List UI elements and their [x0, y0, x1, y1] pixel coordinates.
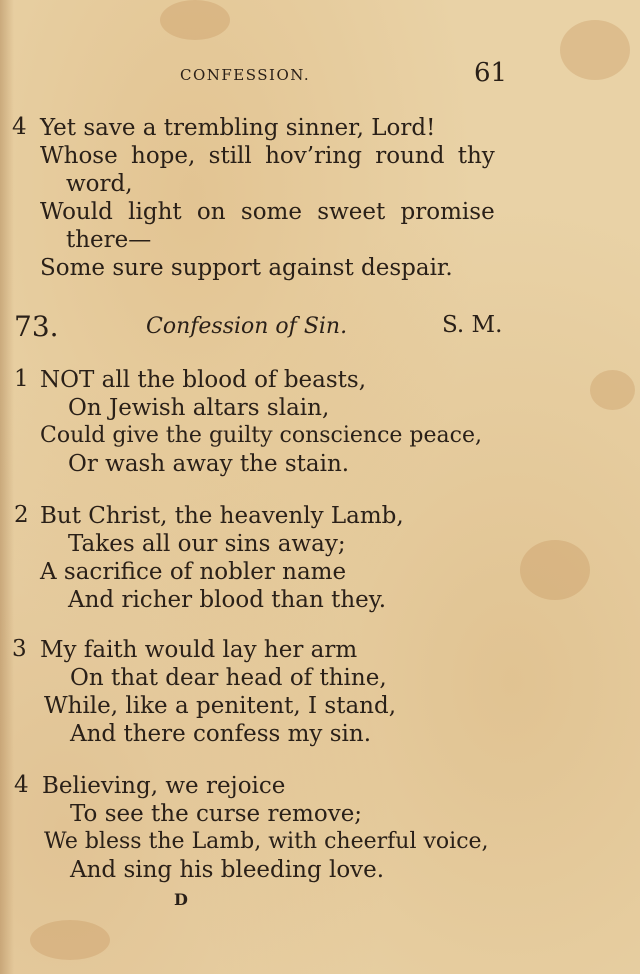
- page-header: [0, 58, 640, 94]
- hymn-title: Confession of Sin.: [146, 314, 348, 339]
- verse-line: Whose hope, still hov’ring round thy: [40, 143, 495, 169]
- verse-line: But Christ, the heavenly Lamb,: [40, 503, 404, 529]
- verse-line: My faith would lay her arm: [40, 637, 358, 663]
- hymn-number: 73.: [14, 310, 59, 343]
- verse-line: And richer blood than they.: [68, 587, 387, 613]
- paper-stain: [590, 370, 635, 410]
- verse-number: 4: [14, 772, 29, 798]
- verse-line: Some sure support against despair.: [40, 255, 453, 281]
- verse-line: Takes all our sins away;: [68, 531, 346, 557]
- verse-line: A sacrifice of nobler name: [40, 559, 347, 585]
- verse-line: Could give the guilty conscience peace,: [40, 423, 482, 448]
- verse-number: 4: [12, 114, 27, 140]
- verse-line: We bless the Lamb, with cheerful voice,: [44, 829, 489, 854]
- signature-mark: D: [174, 890, 188, 909]
- verse-line: there—: [66, 227, 152, 253]
- paper-stain: [30, 920, 110, 960]
- paper-stain: [160, 0, 230, 40]
- verse-line: To see the curse remove;: [70, 801, 363, 827]
- verse-line: NOT all the blood of beasts,: [40, 367, 367, 393]
- verse-line: And there confess my sin.: [70, 721, 372, 747]
- verse-number: 1: [14, 366, 29, 392]
- running-title: CONFESSION.: [180, 66, 311, 84]
- verse-line: Yet save a trembling sinner, Lord!: [40, 115, 436, 141]
- paper-stain: [520, 540, 590, 600]
- verse-line: word,: [66, 171, 133, 197]
- page-number: 61: [474, 58, 508, 88]
- hymn-meter: S. M.: [442, 312, 503, 338]
- verse-number: 3: [12, 636, 27, 662]
- verse-line: On Jewish altars slain,: [68, 395, 330, 421]
- verse-line: Or wash away the stain.: [68, 451, 350, 477]
- verse-line: Would light on some sweet promise: [40, 199, 495, 225]
- verse-line: While, like a penitent, I stand,: [44, 693, 397, 719]
- verse-number: 2: [14, 502, 29, 528]
- verse-line: Believing, we rejoice: [42, 773, 286, 799]
- verse-line: On that dear head of thine,: [70, 665, 387, 691]
- verse-line: And sing his bleeding love.: [70, 857, 385, 883]
